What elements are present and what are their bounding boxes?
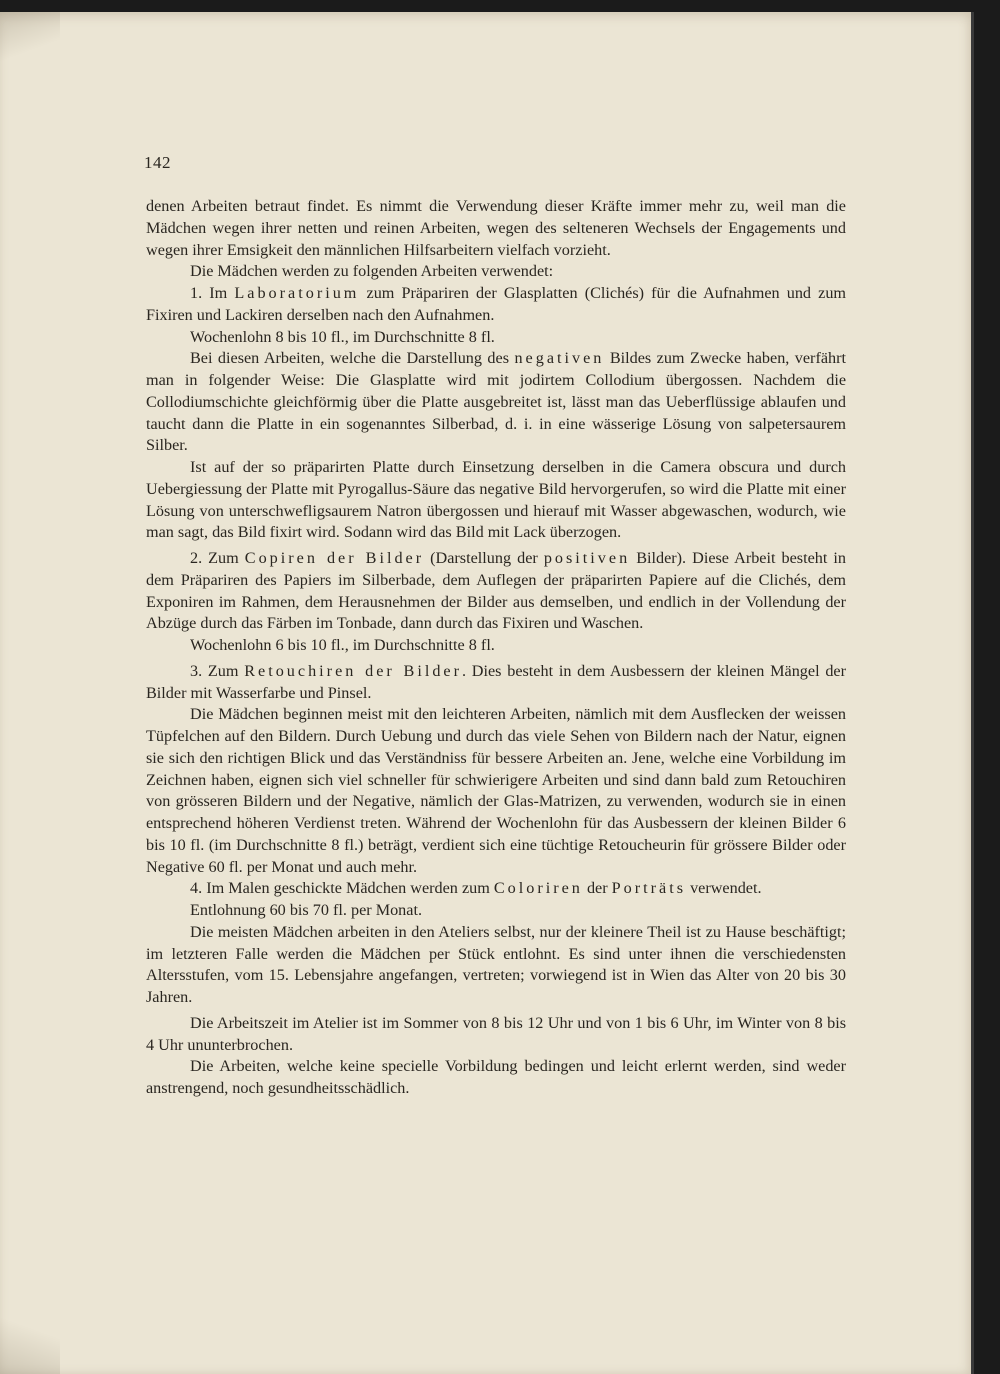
spaced-term: Porträts bbox=[611, 879, 687, 898]
text-run: der bbox=[582, 879, 612, 898]
paragraph bbox=[146, 922, 846, 1009]
spaced-term: negativen bbox=[514, 349, 605, 368]
paragraph bbox=[146, 196, 846, 261]
spaced-term: Coloriren bbox=[493, 879, 583, 898]
text-run: 3. Zum bbox=[190, 661, 245, 680]
paragraph bbox=[146, 1013, 846, 1057]
paragraph bbox=[146, 548, 846, 635]
paragraph bbox=[146, 261, 846, 283]
paragraph bbox=[146, 900, 846, 922]
paragraph bbox=[146, 704, 846, 878]
text-run: Die Arbeitszeit im Atelier ist im Sommer von 8 bis 12 Uhr und von 1 bis 6 Uhr, im Winter von 8 bis 4 Uhr ununterbrochen. bbox=[146, 1013, 846, 1054]
paragraph bbox=[146, 635, 846, 657]
paragraph bbox=[146, 348, 846, 457]
spaced-term: positiven bbox=[543, 549, 631, 567]
text-run: Die Arbeiten, welche keine specielle Vorbildung bedingen und leicht erlernt werden, sind weder anstrengend, noch gesundheitsschädlich. bbox=[146, 1057, 846, 1097]
book-page bbox=[0, 12, 974, 1374]
page-corner-shadow-top bbox=[0, 12, 60, 62]
spaced-term: Copiren der Bilder bbox=[244, 549, 425, 567]
text-run: Entlohnung 60 bis 70 fl. per Monat. bbox=[190, 901, 422, 919]
text-run: Die meisten Mädchen arbeiten in den Ateliers selbst, nur der kleinere Theil ist zu Hause beschäftigt; im letzteren Falle werden die Mädchen per Stück entlohnt. Es sind unter ihnen die verschiedensten Altersstufen, vom 15. Lebensjahre angefangen, vertreten; vorwiegend ist in Wien das Alter von 20 bis 30 Jahren. bbox=[146, 922, 846, 1006]
text-run: 2. Zum bbox=[190, 549, 245, 567]
text-run: 1. Im bbox=[190, 284, 235, 302]
page-number: 142 bbox=[144, 153, 171, 172]
spaced-term: Retouchiren der Bilder bbox=[244, 661, 462, 680]
text-run: Bei diesen Arbeiten, welche die Darstellung des bbox=[190, 349, 515, 368]
text-run: Wochenlohn 6 bis 10 fl., im Durchschnitte 8 fl. bbox=[190, 636, 495, 654]
paragraph bbox=[146, 327, 846, 349]
page-edge bbox=[971, 12, 974, 1374]
text-run: . Dies besteht in dem Ausbessern der kleinen Mängel der Bilder mit Wasserfarbe und Pinsel. bbox=[146, 661, 847, 702]
text-run: Die Mädchen werden zu folgenden Arbeiten verwendet: bbox=[190, 262, 554, 281]
paragraph bbox=[146, 878, 846, 900]
body-text bbox=[146, 196, 846, 1100]
text-run: Ist auf der so präparirten Platte durch Einsetzung derselben in die Camera obscura und durch Uebergiessung der Platte mit Pyrogallus-Säure das negative Bild hervorgerufen, so wird die Platte mit einer Lösung von unterschwefligsaurem Natron übergossen und hierauf mit Wasser abgewaschen, wodurch, wie man sagt, das Bild fixirt wird. Sodann wird das Bild mit Lack überzogen. bbox=[146, 458, 846, 542]
text-run: (Darstellung der bbox=[424, 549, 544, 567]
paragraph bbox=[146, 1056, 846, 1100]
text-run: 4. Im Malen geschickte Mädchen werden zum bbox=[190, 879, 494, 898]
text-run: denen Arbeiten betraut findet. Es nimmt die Verwendung dieser Kräfte immer mehr zu, weil man die Mädchen wegen ihrer netten und reinen Arbeiten, wegen des selteneren Wechsels der Engagements und wegen ihrer Emsigkeit den männlichen Hilfsarbeitern vielfach vorzieht. bbox=[146, 197, 846, 259]
text-run: verwendet. bbox=[686, 879, 762, 898]
text-run: Bilder). Diese Arbeit besteht in dem Präpariren des Papiers im Silberbade, dem Auflegen der präparirten Papiere auf die Clichés, dem Exponiren im Rahmen, dem Herausnehmen der Bilder aus demselben, und endlich in der Vollendung der Abzüge durch das Färben im Tonbade, dann durch das Fixiren und Waschen. bbox=[146, 549, 846, 633]
page-corner-shadow-bottom bbox=[0, 1314, 60, 1374]
text-run: zum Präpariren der Glasplatten (Clichés) für die Aufnahmen und zum Fixiren und Lackiren derselben nach den Aufnahmen. bbox=[146, 284, 847, 324]
paragraph bbox=[146, 457, 846, 544]
text-run: Wochenlohn 8 bis 10 fl., im Durchschnitte 8 fl. bbox=[190, 327, 495, 346]
paragraph bbox=[146, 283, 846, 327]
text-run: Die Mädchen beginnen meist mit den leichteren Arbeiten, nämlich mit dem Ausflecken der weissen Tüpfelchen auf den Bildern. Durch Uebung und durch das viele Sehen von Bildern nach der Natur, eignen sie sich den richtigen Blick und das Verständniss für bessere Arbeiten an. Jene, welche eine Vorbildung im Zeichnen haben, eignen sich viel schneller für schwierigere Arbeiten und sind dann bald zum Retouchiren von grösseren Bildern und der Negative, nämlich der Glas-Matrizen, zu verwenden, wodurch sie in einen entsprechend höheren Verdienst treten. Während der Wochenlohn für das Ausbessern der kleinen Bilder 6 bis 10 fl. (im Durchschnitte 8 fl.) beträgt, verdient sich eine tüchtige Retoucheurin für grössere Bilder oder Negative 60 fl. per Monat und auch mehr. bbox=[146, 705, 846, 876]
text-run: Bildes zum Zwecke haben, verfährt man in folgender Weise: Die Glasplatte wird mit jodirtem Collodium übergossen. Nachdem die Collodiumschichte gleichförmig über die Platte ausgebreitet ist, lässt man das Ueberflüssige ablaufen und taucht dann die Platte in ein sogenanntes Silberbad, d. i. in eine wässerige Lösung von salpetersaurem Silber. bbox=[146, 349, 847, 455]
spaced-term: Laboratorium bbox=[234, 284, 360, 302]
paragraph bbox=[146, 661, 846, 705]
